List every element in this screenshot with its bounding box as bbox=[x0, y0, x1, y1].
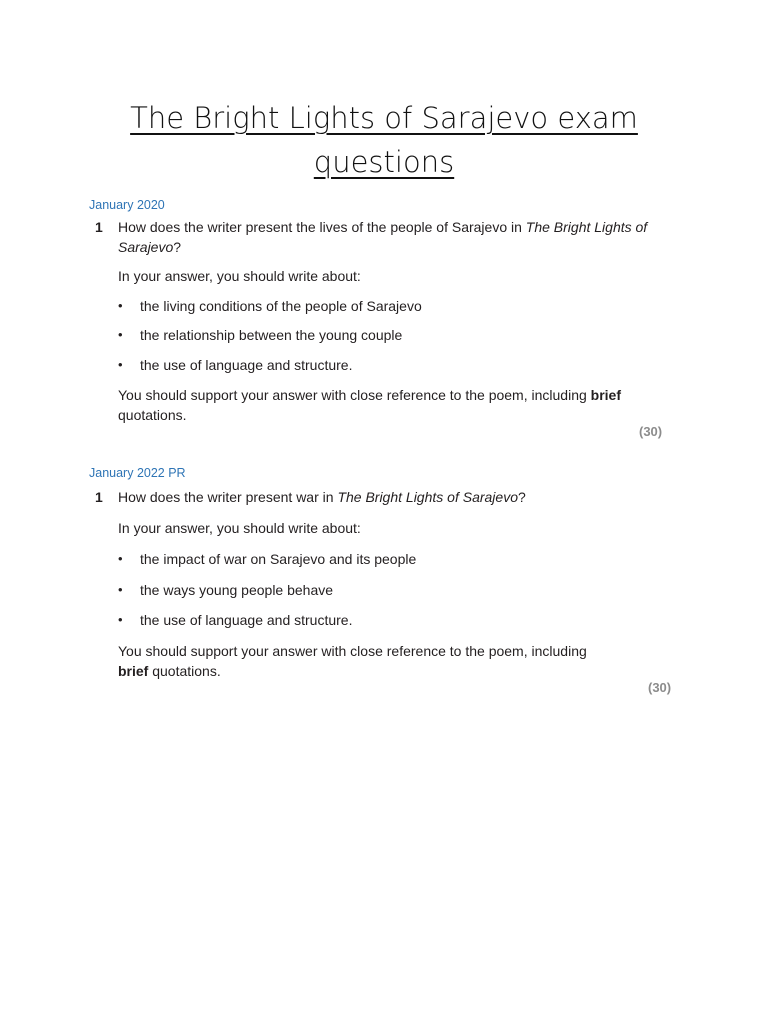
support-text-part: quotations. bbox=[118, 407, 187, 423]
question-number: 1 bbox=[95, 489, 103, 505]
question-text-part: ? bbox=[517, 489, 526, 505]
list-item-text: the use of language and structure. bbox=[140, 357, 353, 373]
question-number: 1 bbox=[95, 219, 103, 235]
marks-badge: (30) bbox=[639, 424, 663, 439]
question-text bbox=[118, 217, 658, 257]
bullet-dot: • bbox=[118, 551, 123, 566]
support-bold-part: brief bbox=[118, 663, 149, 679]
support-bold-part: brief bbox=[590, 387, 621, 403]
question-text bbox=[118, 487, 658, 507]
bullet-dot: • bbox=[118, 327, 123, 342]
title-line-2: questions bbox=[313, 145, 455, 179]
list-item-text: the ways young people behave bbox=[140, 582, 334, 598]
section-date: January 2020 bbox=[89, 198, 165, 212]
answer-intro: In your answer, you should write about: bbox=[118, 268, 361, 284]
bullet-dot: • bbox=[118, 612, 123, 627]
answer-intro: In your answer, you should write about: bbox=[118, 520, 361, 536]
list-item-text: the impact of war on Sarajevo and its people bbox=[140, 551, 417, 567]
title-line-1: The Bright Lights of Sarajevo exam bbox=[130, 101, 638, 135]
list-item-text: the living conditions of the people of Sarajevo bbox=[140, 298, 422, 314]
section-date: January 2022 PR bbox=[89, 466, 186, 480]
list-item-text: the relationship between the young couple bbox=[140, 327, 403, 343]
question-italic-part: The Bright Lights of bbox=[525, 219, 648, 235]
list-item-text: the use of language and structure. bbox=[140, 612, 353, 628]
page-title bbox=[0, 96, 768, 184]
question-text-part: ? bbox=[173, 239, 182, 255]
bullet-dot: • bbox=[118, 298, 123, 313]
support-instruction bbox=[118, 641, 658, 681]
support-text-part: quotations. bbox=[148, 663, 221, 679]
question-text-part: How does the writer present the lives of the people of Sarajevo in bbox=[118, 219, 526, 235]
question-italic-part: The Bright Lights of Sarajevo bbox=[337, 489, 518, 505]
question-italic-part: Sarajevo bbox=[118, 239, 174, 255]
marks-badge: (30) bbox=[648, 680, 672, 695]
support-text-part: You should support your answer with close reference to the poem, including bbox=[118, 643, 587, 659]
support-text-part: You should support your answer with close reference to the poem, including bbox=[118, 387, 591, 403]
bullet-dot: • bbox=[118, 582, 123, 597]
bullet-dot: • bbox=[118, 357, 123, 372]
support-instruction bbox=[118, 385, 658, 425]
question-text-part: How does the writer present war in bbox=[118, 489, 338, 505]
